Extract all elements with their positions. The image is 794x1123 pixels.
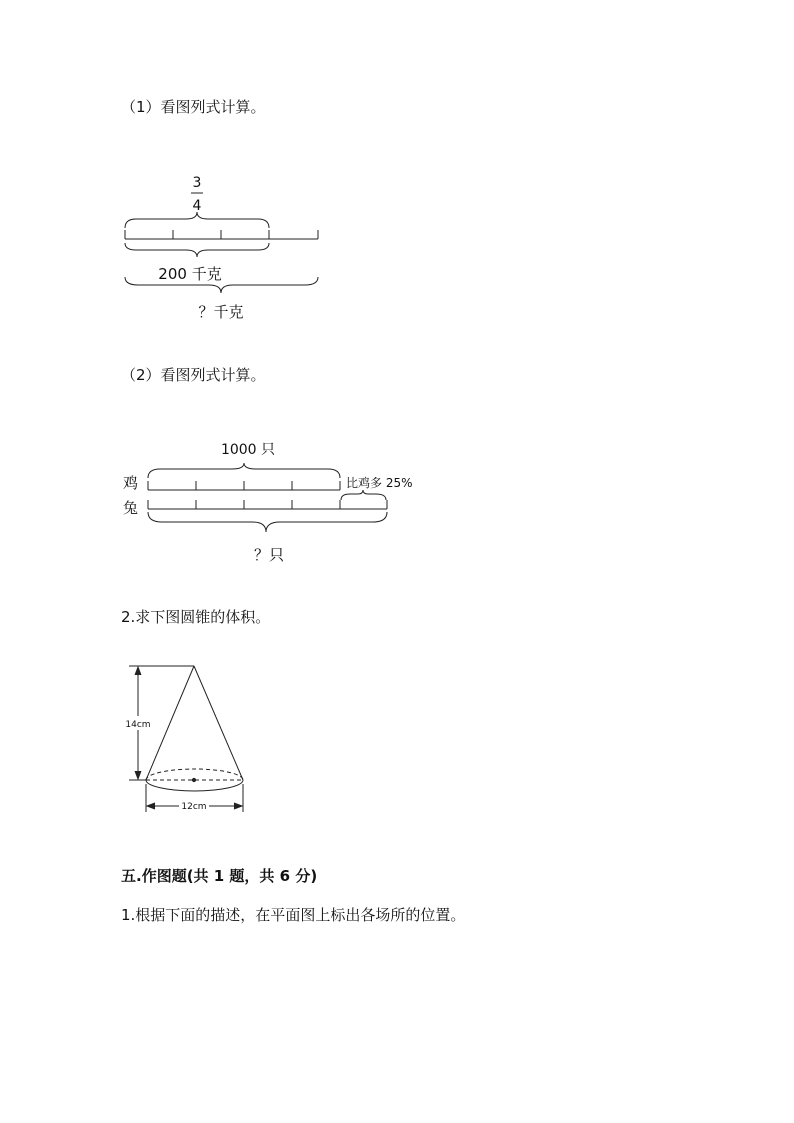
q2-chicken-label: 鸡 [123,474,139,492]
q2-extra-label: 比鸡多 25% [346,476,413,490]
q1-top-brace [125,212,269,228]
section5-q1-prompt: 1.根据下面的描述，在平面图上标出各场所的位置。 [121,906,466,924]
cone-center-point [192,778,195,781]
diameter-arrow-right [234,803,242,809]
height-arrow-top [135,667,141,675]
q1-fraction-denominator: 4 [192,198,202,214]
q2-total-brace [148,512,387,532]
q1-diagram [125,175,318,321]
cone-diagram [122,666,243,813]
height-label: 14cm [125,720,151,730]
diameter-arrow-left [147,803,155,809]
cone-right-side [194,666,243,780]
q2-extra-brace [341,490,386,500]
q2-chicken-brace [148,463,340,478]
q2-prompt: （2）看图列式计算。 [121,366,266,384]
q1-unknown-label: ？千克 [198,303,244,321]
diameter-label: 12cm [181,802,207,812]
q2-chicken-total: 1000 只 [220,442,276,458]
q3-prompt: 2.求下图圆锥的体积。 [121,608,271,626]
section-heading: 五.作图题(共 1 题，共 6 分) [121,867,318,885]
q2-unknown-label: ？只 [253,546,285,564]
q1-known-brace [125,243,269,257]
q2-diagram [123,442,413,564]
q1-prompt: （1）看图列式计算。 [121,98,266,116]
q2-rabbit-label: 兔 [123,499,139,517]
cone-left-side [146,666,194,780]
q1-fraction-numerator: 3 [192,175,202,191]
q1-known-label: 200 千克 [158,265,222,283]
height-arrow-bottom [135,771,141,779]
